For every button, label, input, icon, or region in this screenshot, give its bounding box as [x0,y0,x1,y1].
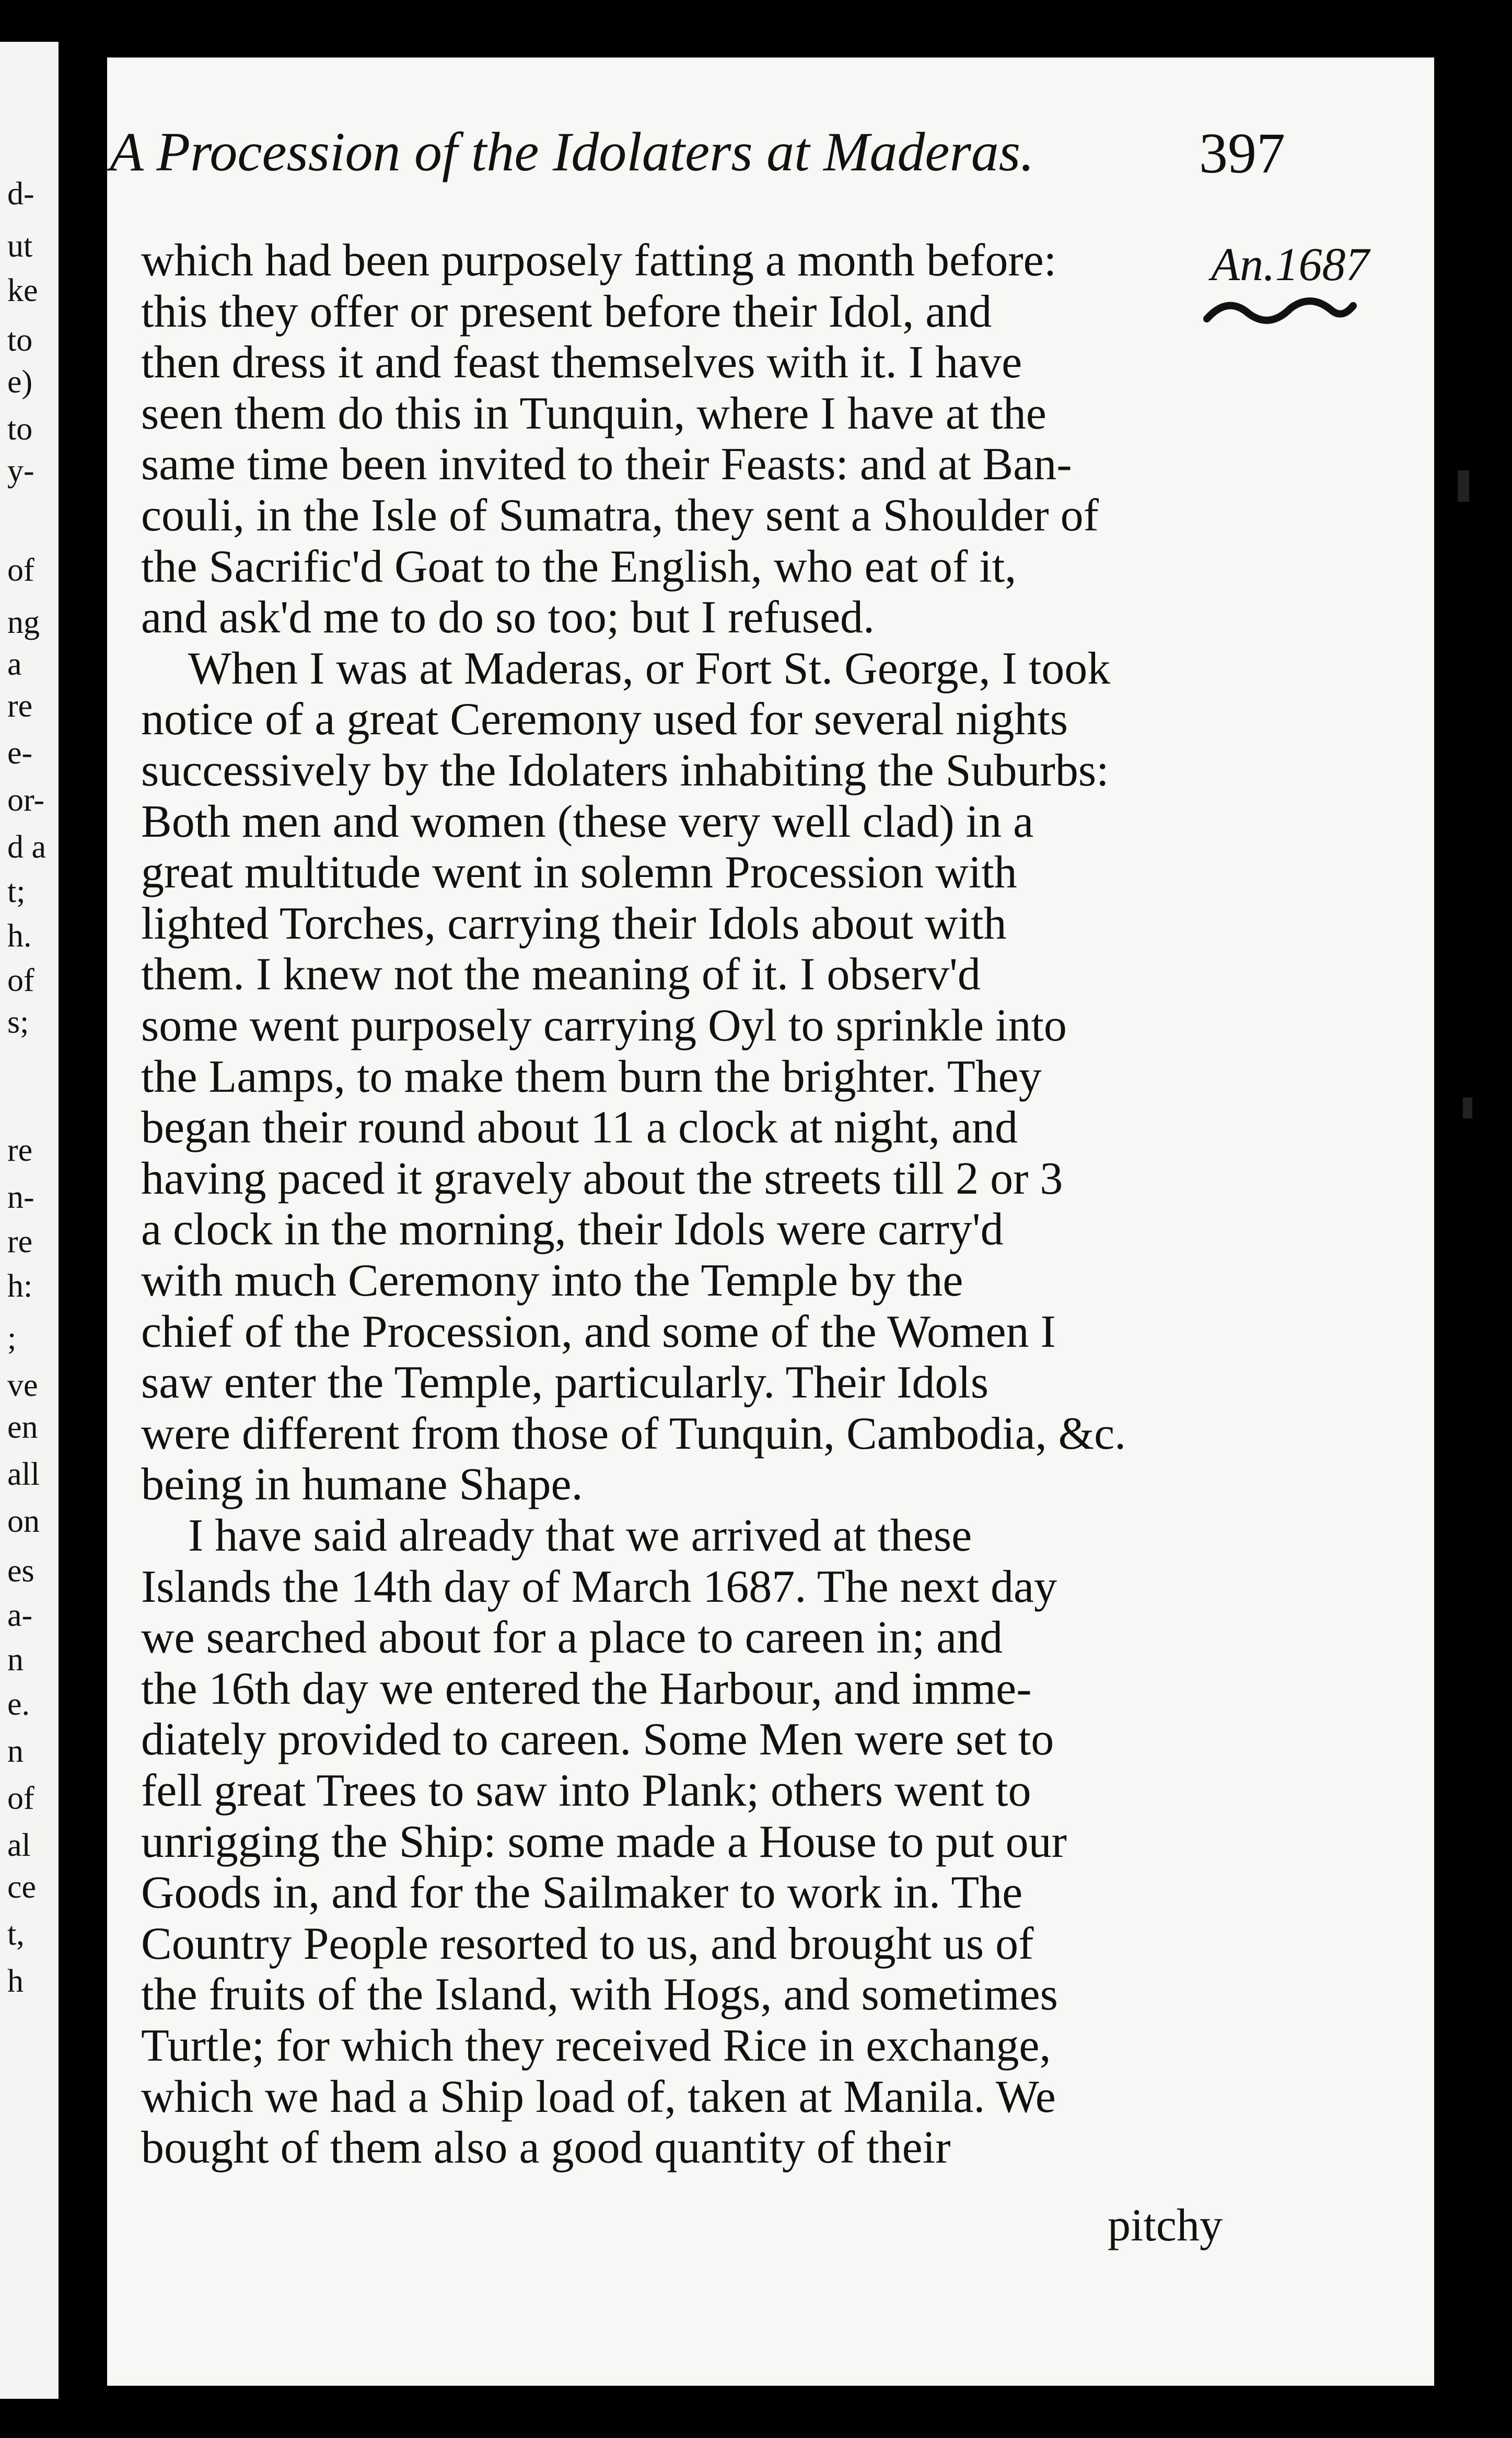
facing-page-fragment: d- [7,176,34,212]
text-line: Both men and women (these very well clad) in a [141,796,1034,847]
facing-page-fragment: a- [7,1598,33,1633]
text-line: being in humane Shape. [141,1459,583,1510]
text-line: bought of them also a good quantity of their [141,2122,951,2173]
facing-page-fragment: ke [7,273,38,308]
text-line: couli, in the Isle of Sumatra, they sent a Shoulder of [141,490,1099,541]
facing-page-fragment: n [7,1734,24,1769]
text-line: having paced it gravely about the streets till 2 or 3 [141,1153,1063,1204]
facing-page-fragment: ng [7,605,40,640]
text-line: then dress it and feast themselves with it. I have [141,337,1022,388]
facing-page-fragment: t; [7,874,26,909]
facing-page-fragment: re [7,688,33,724]
running-title: A Procession of the Idolaters at Maderas. [110,121,1034,182]
text-line: great multitude went in solemn Procession with [141,847,1017,898]
text-line: seen them do this in Tunquin, where I have at the [141,388,1046,439]
text-line: I have said already that we arrived at these [188,1510,972,1561]
text-line: diately provided to careen. Some Men were set to [141,1714,1054,1765]
page-header [110,120,1285,193]
text-line: the 16th day we entered the Harbour, and imme- [141,1663,1032,1714]
swash-ornament [1202,293,1358,329]
facing-page-fragment: en [7,1409,38,1445]
text-line: successively by the Idolaters inhabiting the Suburbs: [141,745,1109,796]
facing-page-fragment: re [7,1133,33,1168]
facing-page-edge [0,42,59,2399]
text-line: the fruits of the Island, with Hogs, and sometimes [141,1969,1058,2020]
text-line: we searched about for a place to careen in; and [141,1612,1003,1663]
text-line: fell great Trees to saw into Plank; others went to [141,1765,1031,1816]
facing-page-fragment: h [7,1963,24,1999]
text-line: Islands the 14th day of March 1687. The next day [141,1562,1057,1612]
text-line: Goods in, and for the Sailmaker to work in. The [141,1867,1023,1918]
text-line: which had been purposely fatting a month before: [141,235,1057,286]
facing-page-fragment: e- [7,735,33,771]
facing-page-fragment: to [7,411,33,447]
text-line: Country People resorted to us, and brought us of [141,1919,1034,1969]
scan-border [1434,0,1512,2438]
facing-page-fragment: n- [7,1180,34,1215]
text-line: the Sacrific'd Goat to the English, who eat of it, [141,541,1017,592]
text-line: same time been invited to their Feasts: and at Ban- [141,439,1072,490]
facing-page-fragment: of [7,552,34,588]
facing-page-fragment: ut [7,228,33,264]
facing-page-fragment: ; [7,1321,17,1356]
text-line: notice of a great Ceremony used for several nights [141,694,1068,745]
page-number: 397 [1199,121,1285,185]
text-line: which we had a Ship load of, taken at Manila. We [141,2072,1056,2122]
facing-page-fragment: e) [7,364,33,400]
facing-page-fragment: ve [7,1368,38,1403]
text-line: were different from those of Tunquin, Cambodia, &c. [141,1408,1126,1459]
facing-page-fragment: h: [7,1268,33,1304]
facing-page-fragment: h. [7,918,32,954]
text-line: with much Ceremony into the Temple by the [141,1255,963,1306]
facing-page-fragment: d a [7,829,46,865]
facing-page-fragment: es [7,1553,34,1589]
text-line: Turtle; for which they received Rice in exchange, [141,2020,1051,2071]
facing-page-fragment: t, [7,1916,25,1952]
facing-page-fragment: e. [7,1686,30,1722]
facing-page-fragment: of [7,963,34,998]
catchword: pitchy [1108,2200,1223,2251]
facing-page-fragment: or- [7,782,45,818]
text-line: When I was at Maderas, or Fort St. George, I took [188,643,1111,694]
facing-page-fragment: all [7,1457,40,1492]
margin-year-note: An.1687 [1211,239,1369,291]
text-line: saw enter the Temple, particularly. Their Idols [141,1357,989,1408]
facing-page-fragment: of [7,1781,34,1816]
facing-page-fragment: a [7,646,22,682]
text-line: the Lamps, to make them burn the brighter. They [141,1052,1042,1102]
text-line: unrigging the Ship: some made a House to put our [141,1817,1067,1867]
text-line: chief of the Procession, and some of the Women I [141,1307,1056,1357]
facing-page-fragment: on [7,1504,40,1539]
scan-speck [1463,1097,1472,1118]
facing-page-fragment: to [7,322,33,358]
facing-page-fragment: n [7,1642,24,1678]
facing-page-fragment: s; [7,1004,29,1040]
facing-page-fragment: ce [7,1869,37,1905]
text-line: some went purposely carrying Oyl to sprinkle into [141,1000,1067,1051]
scan-speck [1458,470,1469,502]
text-line: them. I knew not the meaning of it. I observ'd [141,949,981,1000]
text-line: this they offer or present before their Idol, and [141,286,992,337]
text-line: and ask'd me to do so too; but I refused. [141,592,875,643]
facing-page-fragment: al [7,1828,31,1863]
text-line: lighted Torches, carrying their Idols about with [141,898,1007,949]
text-line: a clock in the morning, their Idols were carry'd [141,1204,1004,1255]
facing-page-fragment: re [7,1224,33,1260]
text-line: began their round about 11 a clock at night, and [141,1102,1018,1153]
facing-page-fragment: y- [7,453,34,489]
